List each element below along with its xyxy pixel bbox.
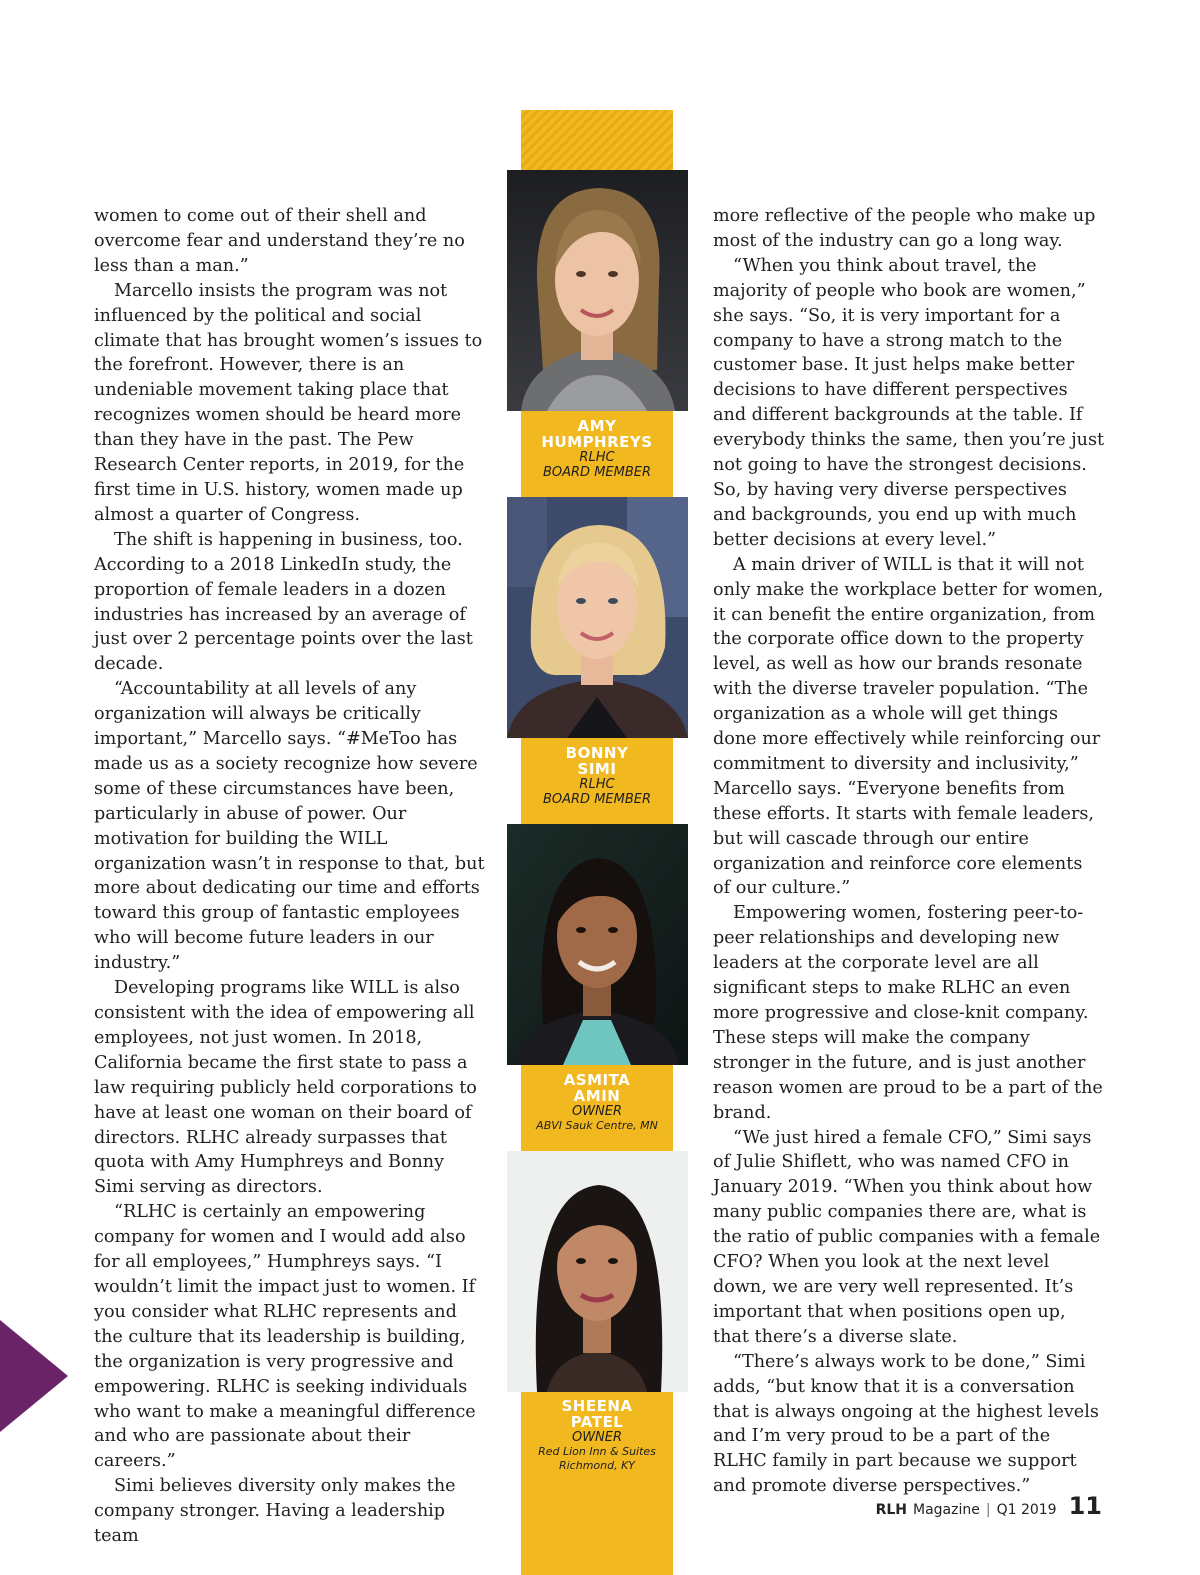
profile-location: ABVI Sauk Centre, MN — [536, 1119, 658, 1132]
footer-separator: | — [985, 1502, 991, 1518]
portrait-photo-bonny-simi — [507, 497, 688, 738]
profile-company: RLHC — [579, 450, 615, 465]
footer-brand: RLH — [875, 1502, 907, 1518]
paragraph: A main driver of WILL is that it will not only make the workplace better for women, it can benefit the entire organization, from the corporate office down to the property level, as well as how our brands resonate with the diverse traveler population. “The organization as a whole will get things done more effectively while reinforcing our commitment to diversity and inclusivity,” Marcello says. “Everyone benefits from these efforts. It starts with female leaders, but will cascade through our entire organization and reinforce core elements of our culture.” — [713, 554, 1104, 899]
profile-name: AMIN — [573, 1087, 621, 1105]
portrait-photo-asmita-amin — [507, 824, 688, 1065]
footer-issue: Q1 2019 — [996, 1502, 1057, 1518]
profile-name: HUMPHREYS — [541, 433, 653, 451]
profile-name: ASMITA — [563, 1071, 631, 1089]
purple-triangle-decoration — [0, 1320, 68, 1432]
profile-name: SIMI — [577, 760, 617, 778]
paragraph: Simi believes diversity only makes the company stronger. Having a leadership team — [94, 1476, 456, 1547]
paragraph: Empowering women, fostering peer-to-peer relationships and developing new leaders at the corporate level are all significant steps to make RLHC an even more progressive and close-knit company. These steps will make the company stronger in the future, and is just another reason women are proud to be a part of the brand. — [713, 903, 1103, 1123]
portrait-photo-amy-humphreys — [507, 170, 688, 411]
profile-name: BONNY — [565, 744, 629, 762]
profile-caption-asmita-amin — [521, 1072, 673, 1133]
profile-business: Red Lion Inn & Suites — [538, 1445, 656, 1458]
paragraph: “There’s always work to be done,” Simi adds, “but know that it is a conversation that is always ongoing at the highest levels and I’m very proud to be a part of the RLHC family in part because we support and promote diverse perspectives.” — [713, 1351, 1099, 1497]
profile-name: AMY — [577, 417, 617, 435]
profile-role: BOARD MEMBER — [542, 792, 652, 807]
profile-name: SHEENA — [561, 1397, 633, 1415]
paragraph: “We just hired a female CFO,” Simi says of Julie Shiflett, who was named CFO in January 2019. “When you think about how many public companies there are, what is the ratio of public companies with a female CFO? When you look at the next level down, we are very well represented. It’s important that when positions open up, that there’s a diverse slate. — [713, 1127, 1101, 1347]
paragraph: more reflective of the people who make up most of the industry can go a long way. — [713, 206, 1096, 251]
hatch-pattern — [521, 110, 673, 170]
profile-role: OWNER — [571, 1104, 623, 1119]
paragraph: women to come out of their shell and overcome fear and understand they’re no less than a man.” — [94, 206, 465, 276]
portrait-photo-sheena-patel — [507, 1151, 688, 1392]
profile-caption-amy-humphreys — [521, 418, 673, 480]
profile-caption-sheena-patel — [521, 1398, 673, 1473]
paragraph: “Accountability at all levels of any organization will always be critically important,” Marcello says. “#MeToo has made us as a society recognize how severe some of these circumstances have been, particularly in abuse of power. Our motivation for building the WILL organization wasn’t in response to that, but more about dedicating our time and efforts toward this group of fantastic employees who will become future leaders in our industry.” — [94, 679, 485, 974]
profile-company: RLHC — [579, 777, 615, 792]
paragraph: Marcello insists the program was not influenced by the political and social climate that has brought women’s issues to the forefront. However, there is an undeniable movement taking place that recognizes women should be heard more than they have in the past. The Pew Research Center reports, in 2019, for the first time in U.S. history, women made up almost a quarter of Congress. — [94, 280, 483, 525]
profile-name: PATEL — [570, 1413, 624, 1431]
profile-caption-bonny-simi — [521, 745, 673, 807]
paragraph: Developing programs like WILL is also consistent with the idea of empowering all employees, not just women. In 2018, California became the first state to pass a law requiring publicly held corporations to have at least one woman on their board of directors. RLHC already surpasses that quota with Amy Humphreys and Bonny Simi serving as directors. — [94, 978, 477, 1198]
paragraph: “When you think about travel, the majority of people who book are women,” she says. “So, it is very important for a company to have a strong match to the customer base. It just helps make better decisions to have different perspectives and different backgrounds at the table. If everybody thinks the same, then you’re just not going to have the strongest decisions. So, by having very diverse perspectives and backgrounds, you end up with much better decisions at every level.” — [713, 255, 1105, 550]
footer-magazine: Magazine — [913, 1502, 980, 1518]
profile-role: BOARD MEMBER — [542, 465, 652, 480]
article-column-right — [713, 204, 1105, 1499]
page-footer — [876, 1492, 1102, 1520]
article-column-left — [94, 204, 486, 1549]
paragraph: The shift is happening in business, too. According to a 2018 LinkedIn study, the proportion of female leaders in a dozen industries has increased by an average of just over 2 percentage points over the last decade. — [94, 529, 473, 675]
profile-role: OWNER — [571, 1430, 623, 1445]
paragraph: “RLHC is certainly an empowering company for women and I would add also for all employees,” Humphreys says. “I wouldn’t limit the impact just to women. If you consider what RLHC represents and the culture that its leadership is building, the organization is very progressive and empowering. RLHC is seeking individuals who want to make a meaningful difference and who are passionate about their careers.” — [94, 1202, 476, 1472]
profile-location: Richmond, KY — [558, 1459, 636, 1472]
page-number: 11 — [1068, 1492, 1102, 1520]
